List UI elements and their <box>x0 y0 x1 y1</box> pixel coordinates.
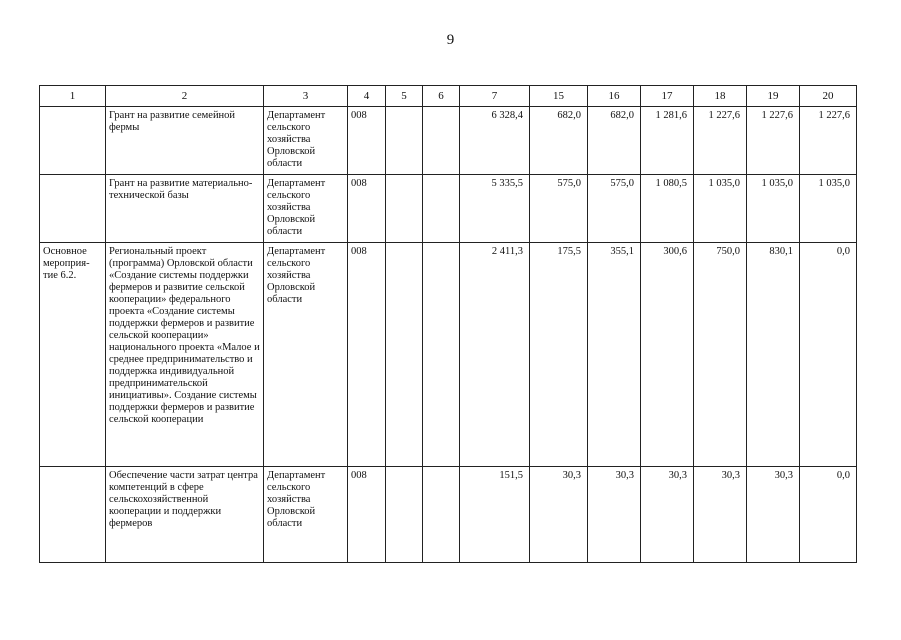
col-header: 6 <box>423 86 460 107</box>
cell-code: 008 <box>348 467 386 563</box>
cell-value: 1 035,0 <box>694 175 747 243</box>
cell-value: 575,0 <box>530 175 588 243</box>
table-row <box>40 107 857 175</box>
cell-empty <box>423 467 460 563</box>
cell-value: 30,3 <box>530 467 588 563</box>
cell-total: 6 328,4 <box>460 107 530 175</box>
cell-empty <box>423 107 460 175</box>
col-header: 1 <box>40 86 106 107</box>
cell-code: 008 <box>348 175 386 243</box>
cell-name: Грант на развитие материально-технической базы <box>106 175 264 243</box>
cell-value: 30,3 <box>588 467 641 563</box>
col-header: 19 <box>747 86 800 107</box>
cell-empty <box>423 175 460 243</box>
col-header: 2 <box>106 86 264 107</box>
cell-executor: Департамент сельского хозяйства Орловской области <box>264 107 348 175</box>
table-header-row <box>40 86 857 107</box>
cell-empty <box>386 175 423 243</box>
col-header: 5 <box>386 86 423 107</box>
cell-name: Обеспечение части затрат центра компетенций в сфере сельскохозяйственной кооперации и поддержки фермеров <box>106 467 264 563</box>
table-row <box>40 467 857 563</box>
cell-value: 1 035,0 <box>800 175 857 243</box>
col-header: 16 <box>588 86 641 107</box>
col-header: 3 <box>264 86 348 107</box>
cell-measure <box>40 467 106 563</box>
cell-value: 175,5 <box>530 243 588 467</box>
cell-value: 575,0 <box>588 175 641 243</box>
col-header: 4 <box>348 86 386 107</box>
cell-empty <box>386 107 423 175</box>
cell-value: 1 035,0 <box>747 175 800 243</box>
cell-code: 008 <box>348 243 386 467</box>
col-header: 15 <box>530 86 588 107</box>
cell-name: Грант на развитие семейной фермы <box>106 107 264 175</box>
cell-value: 355,1 <box>588 243 641 467</box>
cell-value: 1 227,6 <box>747 107 800 175</box>
budget-table <box>39 85 857 563</box>
col-header: 7 <box>460 86 530 107</box>
cell-total: 2 411,3 <box>460 243 530 467</box>
cell-value: 750,0 <box>694 243 747 467</box>
cell-empty <box>386 467 423 563</box>
cell-total: 5 335,5 <box>460 175 530 243</box>
cell-value: 30,3 <box>694 467 747 563</box>
cell-value: 30,3 <box>641 467 694 563</box>
cell-code: 008 <box>348 107 386 175</box>
cell-value: 30,3 <box>747 467 800 563</box>
cell-value: 1 227,6 <box>694 107 747 175</box>
cell-total: 151,5 <box>460 467 530 563</box>
cell-value: 1 281,6 <box>641 107 694 175</box>
cell-name: Региональный проект (программа) Орловской области «Создание системы поддержки фермеров и развитие сельской кооперации» федерального проекта «Создание системы поддержки фермеров и развитие сельской кооперации» национального проекта «Малое и среднее предпринимательство и поддержка индивидуальной предпринимательской инициативы». Создание системы поддержки фермеров и развитие сельской кооперации <box>106 243 264 467</box>
cell-executor: Департамент сельского хозяйства Орловской области <box>264 467 348 563</box>
cell-value: 300,6 <box>641 243 694 467</box>
cell-value: 1 227,6 <box>800 107 857 175</box>
col-header: 20 <box>800 86 857 107</box>
cell-value: 682,0 <box>588 107 641 175</box>
cell-measure <box>40 107 106 175</box>
cell-executor: Департамент сельского хозяйства Орловской области <box>264 175 348 243</box>
table-row <box>40 175 857 243</box>
cell-measure <box>40 175 106 243</box>
table-row <box>40 243 857 467</box>
cell-value: 0,0 <box>800 243 857 467</box>
col-header: 17 <box>641 86 694 107</box>
col-header: 18 <box>694 86 747 107</box>
cell-measure: Основное мероприя-тие 6.2. <box>40 243 106 467</box>
page-number: 9 <box>446 32 455 48</box>
cell-value: 830,1 <box>747 243 800 467</box>
cell-empty <box>423 243 460 467</box>
cell-empty <box>386 243 423 467</box>
cell-value: 0,0 <box>800 467 857 563</box>
cell-value: 682,0 <box>530 107 588 175</box>
cell-value: 1 080,5 <box>641 175 694 243</box>
cell-executor: Департамент сельского хозяйства Орловской области <box>264 243 348 467</box>
